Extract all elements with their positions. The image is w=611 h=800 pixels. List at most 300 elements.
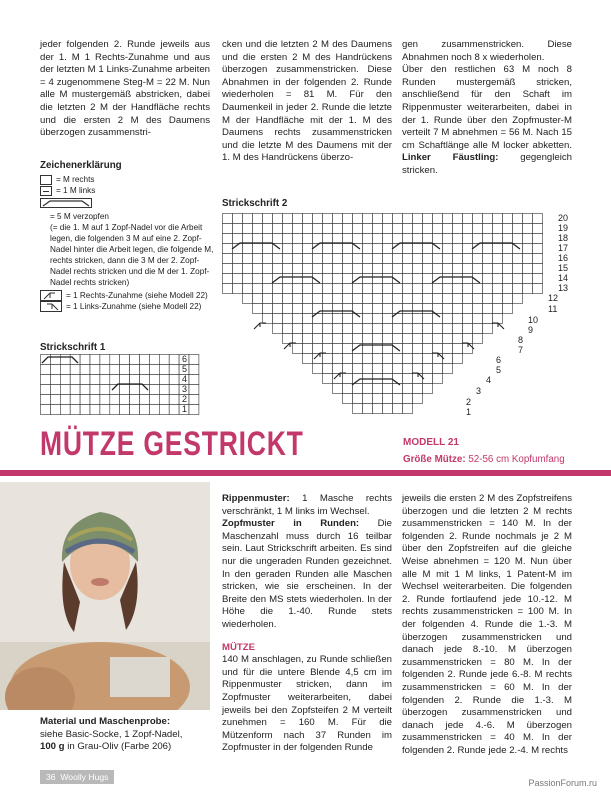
chart-cell	[493, 274, 503, 284]
chart-cell	[403, 344, 413, 354]
chart-cell	[323, 364, 333, 374]
chart-cell	[423, 274, 433, 284]
chart-cell	[313, 344, 323, 354]
legend-text: = 1 Rechts-Zunahme (siehe Modell 22)	[66, 291, 208, 300]
chart-cell	[253, 224, 263, 234]
chart-cell	[353, 284, 363, 294]
chart-cell	[513, 234, 523, 244]
chart-cell	[303, 294, 313, 304]
chart-cell	[363, 394, 373, 404]
chart-cell	[283, 214, 293, 224]
chart-cell	[413, 294, 423, 304]
chart-cell	[120, 355, 130, 365]
chart-cell	[149, 355, 159, 365]
legend	[40, 174, 215, 312]
chart-cell	[433, 284, 443, 294]
bold-label: Linker Fäustling:	[402, 152, 499, 164]
chart-cell	[393, 224, 403, 234]
chart-cell	[353, 264, 363, 274]
chart-cell	[110, 355, 120, 365]
chart-cell	[283, 284, 293, 294]
chart-cell	[513, 224, 523, 234]
chart-cell	[383, 394, 393, 404]
chart-cell	[333, 224, 343, 234]
chart-cell	[423, 334, 433, 344]
chart-cell	[283, 324, 293, 334]
chart-cell	[189, 365, 199, 375]
chart-cell	[423, 294, 433, 304]
chart-cell	[120, 395, 130, 405]
row-label: 2	[182, 394, 188, 404]
chart-cell	[363, 364, 373, 374]
chart-cell	[503, 264, 513, 274]
chart-cell	[353, 224, 363, 234]
text-column-4	[222, 493, 392, 755]
chart-cell	[120, 375, 130, 385]
chart-cell	[403, 324, 413, 334]
chart-cell	[403, 404, 413, 414]
chart-cell	[383, 314, 393, 324]
chart-cell	[383, 254, 393, 264]
chart-cell	[130, 375, 140, 385]
chart-cell	[453, 214, 463, 224]
text: 1 Masche rechts verschränkt, 1 M links im Wechsel.	[222, 493, 392, 517]
chart-cell	[100, 375, 110, 385]
chart-cell	[353, 324, 363, 334]
chart-cell	[140, 405, 150, 415]
chart-cell	[423, 344, 433, 354]
chart-cell	[323, 294, 333, 304]
chart-cell	[373, 324, 383, 334]
chart-cell	[293, 294, 303, 304]
chart-cell	[283, 264, 293, 274]
size-value: 52-56 cm Kopfumfang	[465, 454, 565, 465]
chart-cell	[363, 244, 373, 254]
chart-cell	[373, 294, 383, 304]
chart-cell	[453, 224, 463, 234]
chart-cell	[393, 364, 403, 374]
chart-cell	[503, 304, 513, 314]
chart-cell	[473, 234, 483, 244]
chart-cell	[473, 334, 483, 344]
chart-cell	[513, 274, 523, 284]
chart-cell	[523, 274, 533, 284]
chart-cell	[463, 314, 473, 324]
chart-cell	[473, 314, 483, 324]
chart-cell	[80, 405, 90, 415]
chart-cell	[90, 365, 100, 375]
size-line	[403, 454, 565, 465]
chart-cell	[483, 294, 493, 304]
chart-cell	[513, 294, 523, 304]
chart-cell	[353, 354, 363, 364]
chart-cell	[483, 304, 493, 314]
chart-cell	[60, 365, 70, 375]
chart-cell	[253, 254, 263, 264]
chart-cell	[323, 264, 333, 274]
chart-cell	[433, 364, 443, 374]
chart-cell	[413, 254, 423, 264]
chart-cell	[403, 284, 413, 294]
chart-cell	[433, 334, 443, 344]
chart-cell	[233, 224, 243, 234]
row-label: 16	[558, 253, 569, 263]
row-label: 1	[182, 404, 188, 414]
chart-cell	[273, 234, 283, 244]
chart-cell	[393, 324, 403, 334]
chart-cell	[393, 254, 403, 264]
photo-illustration	[0, 482, 210, 710]
chart1-row-labels	[182, 354, 187, 414]
chart-cell	[403, 274, 413, 284]
chart-cell	[90, 405, 100, 415]
chart-cell	[413, 214, 423, 224]
accent-divider	[0, 470, 611, 476]
chart-cell	[423, 384, 433, 394]
chart-cell	[413, 274, 423, 284]
chart-cell	[283, 254, 293, 264]
chart-cell	[403, 234, 413, 244]
legend-item	[40, 198, 215, 288]
chart-cell	[313, 224, 323, 234]
chart-cell	[453, 324, 463, 334]
chart-cell	[443, 244, 453, 254]
chart-cell	[100, 405, 110, 415]
chart-cell	[483, 224, 493, 234]
chart-cell	[70, 405, 80, 415]
chart-cell	[263, 214, 273, 224]
chart-cell	[263, 254, 273, 264]
chart-cell	[283, 294, 293, 304]
chart-cell	[293, 234, 303, 244]
chart-cell	[423, 354, 433, 364]
chart-cell	[343, 374, 353, 384]
chart-cell	[293, 274, 303, 284]
chart-cell	[363, 404, 373, 414]
chart-cell	[273, 324, 283, 334]
row-label: 20	[558, 213, 569, 223]
text-column-1	[40, 39, 210, 140]
row-label: 5	[496, 365, 502, 375]
chart-cell	[333, 244, 343, 254]
row-label: 10	[528, 315, 539, 325]
chart-cell	[493, 244, 503, 254]
chart-cell	[463, 254, 473, 264]
chart-cell	[513, 284, 523, 294]
chart-cell	[383, 384, 393, 394]
chart-cell	[493, 214, 503, 224]
chart-cell	[233, 234, 243, 244]
chart-cell	[443, 214, 453, 224]
chart-cell	[383, 404, 393, 414]
page-title: MÜTZE GESTRICKT	[40, 425, 304, 463]
chart-cell	[303, 224, 313, 234]
chart-cell	[273, 284, 283, 294]
chart-cell	[383, 334, 393, 344]
chart-cell	[283, 304, 293, 314]
chart-cell	[333, 294, 343, 304]
chart-cell	[149, 365, 159, 375]
chart-cell	[393, 374, 403, 384]
row-label: 11	[548, 304, 558, 314]
chart-cell	[333, 384, 343, 394]
chart-cell	[263, 284, 273, 294]
footer	[40, 770, 114, 784]
chart-cell	[453, 234, 463, 244]
chart-cell	[303, 274, 313, 284]
chart-cell	[443, 344, 453, 354]
paragraph: cken und die letzten 2 M des Daumens und die ersten 2 M des Handrückens überzogen zusammenstricken. Diese Abnahmen in der folgenden 2. Runde wiederholen = 81 M. Für den Daumenkeil in jeder 2. Runde die letzte M der Handfläche mit der 1. M des Daumens rechts zusammenstricken und die letzte M des Daumens mit der 1. M des Handrückens überzo-	[222, 39, 392, 164]
chart-cell	[453, 264, 463, 274]
bold-label: Rippenmuster:	[222, 493, 290, 504]
chart-cell	[90, 375, 100, 385]
chart-cell	[313, 284, 323, 294]
row-label: 17	[558, 243, 569, 253]
chart-cell	[70, 375, 80, 385]
chart-cell	[403, 384, 413, 394]
chart-cell	[90, 395, 100, 405]
chart-cell	[433, 264, 443, 274]
chart-cell	[60, 405, 70, 415]
chart-cell	[373, 394, 383, 404]
row-label: 13	[558, 283, 569, 293]
row-label: 7	[518, 345, 524, 355]
chart-cell	[159, 395, 169, 405]
chart-cell	[223, 214, 233, 224]
paragraph	[222, 518, 392, 631]
chart-cell	[393, 354, 403, 364]
chart-cell	[333, 284, 343, 294]
chart-cell	[263, 314, 273, 324]
chart-cell	[189, 355, 199, 365]
chart-cell	[453, 304, 463, 314]
chart-cell	[503, 284, 513, 294]
chart-cell	[383, 234, 393, 244]
chart-cell	[393, 284, 403, 294]
row-label: 2	[466, 397, 472, 407]
chart-cell	[393, 334, 403, 344]
chart-cell	[159, 375, 169, 385]
chart-cell	[473, 264, 483, 274]
chart-cell	[313, 364, 323, 374]
chart-cell	[313, 254, 323, 264]
chart-cell	[223, 284, 233, 294]
chart-cell	[423, 254, 433, 264]
chart-cell	[533, 254, 543, 264]
chart-cell	[60, 355, 70, 365]
chart-cell	[223, 244, 233, 254]
chart-cell	[453, 244, 463, 254]
chart-cell	[323, 224, 333, 234]
chart-cell	[453, 284, 463, 294]
chart-cell	[343, 214, 353, 224]
text-column-5	[402, 493, 572, 757]
chart-cell	[100, 395, 110, 405]
chart-cell	[243, 254, 253, 264]
chart-cell	[303, 244, 313, 254]
text-column-2	[222, 39, 392, 165]
chart-cell	[403, 224, 413, 234]
chart-cell	[243, 274, 253, 284]
chart-cell	[463, 264, 473, 274]
chart-cell	[303, 304, 313, 314]
chart-cell	[533, 284, 543, 294]
row-label: 4	[486, 375, 492, 385]
chart-cell	[373, 404, 383, 414]
chart-cell	[493, 294, 503, 304]
chart-cell	[453, 314, 463, 324]
chart-cell	[493, 314, 503, 324]
chart-cell	[363, 314, 373, 324]
text: in Grau-Oliv (Farbe 206)	[64, 741, 172, 753]
chart-cell	[189, 375, 199, 385]
chart-cell	[41, 405, 51, 415]
chart-cell	[493, 284, 503, 294]
chart-cell	[273, 304, 283, 314]
chart-cell	[283, 244, 293, 254]
chart-cell	[303, 334, 313, 344]
chart-cell	[223, 254, 233, 264]
chart-cell	[403, 314, 413, 324]
chart-cell	[343, 314, 353, 324]
chart-cell	[373, 264, 383, 274]
chart-cell	[473, 304, 483, 314]
chart-cell	[443, 324, 453, 334]
chart-cell	[443, 304, 453, 314]
chart-cell	[333, 304, 343, 314]
chart-cell	[373, 274, 383, 284]
chart-cell	[333, 354, 343, 364]
row-label: 8	[518, 335, 524, 345]
chart-cell	[159, 385, 169, 395]
chart-cell	[293, 314, 303, 324]
chart-cell	[463, 234, 473, 244]
chart-cell	[159, 365, 169, 375]
size-label: Größe Mütze:	[403, 454, 466, 465]
chart-cell	[263, 244, 273, 254]
chart-cell	[443, 234, 453, 244]
chart-cell	[473, 254, 483, 264]
page-number-badge	[40, 770, 114, 784]
chart-cell	[413, 234, 423, 244]
chart-cell	[393, 234, 403, 244]
chart-cell	[60, 375, 70, 385]
chart-cell	[41, 375, 51, 385]
chart-cell	[149, 375, 159, 385]
chart-cell	[243, 244, 253, 254]
chart-cell	[130, 355, 140, 365]
chart-cell	[413, 324, 423, 334]
chart-cell	[313, 214, 323, 224]
chart-cell	[533, 244, 543, 254]
row-label: 4	[182, 374, 188, 384]
chart-cell	[453, 344, 463, 354]
chart-cell	[423, 214, 433, 224]
chart-cell	[413, 364, 423, 374]
chart-cell	[493, 254, 503, 264]
chart-cell	[453, 334, 463, 344]
chart-cell	[503, 234, 513, 244]
chart-cell	[323, 234, 333, 244]
row-label: 1	[466, 407, 472, 417]
chart-cell	[403, 394, 413, 404]
chart-cell	[273, 314, 283, 324]
chart-cell	[140, 375, 150, 385]
chart-cell	[303, 234, 313, 244]
chart-cell	[393, 214, 403, 224]
chart-cell	[373, 384, 383, 394]
chart-cell	[383, 214, 393, 224]
chart-cell	[353, 334, 363, 344]
chart-cell	[313, 324, 323, 334]
chart-cell	[189, 385, 199, 395]
chart-cell	[223, 274, 233, 284]
chart-cell	[140, 365, 150, 375]
row-label: 3	[476, 386, 482, 396]
chart-cell	[253, 274, 263, 284]
chart-cell	[443, 334, 453, 344]
chart-cell	[100, 355, 110, 365]
chart-cell	[303, 324, 313, 334]
chart-cell	[293, 264, 303, 274]
chart-cell	[41, 365, 51, 375]
legend-item	[40, 174, 215, 185]
chart-cell	[393, 394, 403, 404]
chart-cell	[303, 254, 313, 264]
paragraph	[222, 493, 392, 518]
chart-cell	[513, 254, 523, 264]
chart-cell	[423, 264, 433, 274]
chart-cell	[243, 224, 253, 234]
chart-cell	[41, 385, 51, 395]
chart-cell	[353, 214, 363, 224]
chart-cell	[70, 385, 80, 395]
chart-cell	[140, 395, 150, 405]
chart-cell	[503, 244, 513, 254]
chart-cell	[463, 284, 473, 294]
chart-cell	[483, 284, 493, 294]
chart-cell	[50, 395, 60, 405]
chart-cell	[483, 324, 493, 334]
chart-cell	[503, 214, 513, 224]
chart-cell	[423, 314, 433, 324]
chart-cell	[243, 284, 253, 294]
chart-cell	[60, 385, 70, 395]
chart-cell	[283, 224, 293, 234]
chart-cell	[413, 284, 423, 294]
chart-cell	[189, 405, 199, 415]
chart-cell	[393, 264, 403, 274]
chart-cell	[333, 254, 343, 264]
chart-cell	[503, 294, 513, 304]
chart-cell	[363, 304, 373, 314]
chart-cell	[383, 264, 393, 274]
text: gen zusammenstricken. Diese Abnahmen noch 8 x wiederholen. Über den restlichen 63 M noch 8 Runden mustergemäß stricken, anschließend für den Schaft im Rippenmuster weiterarbeiten, dabei in der 1. Runde über den Zopfmuster-M verteilt 7 M abnehmen = 56 M. Nach 15 cm Schaftlänge alle M locker abketten.	[402, 39, 572, 151]
chart-cell	[243, 264, 253, 274]
chart-cell	[149, 385, 159, 395]
material-label: Material und Maschenprobe:	[40, 716, 171, 727]
chart-cell	[130, 365, 140, 375]
chart-cell	[363, 224, 373, 234]
chart-cell	[80, 365, 90, 375]
chart-cell	[463, 244, 473, 254]
chart-cell	[273, 294, 283, 304]
chart-cell	[169, 405, 179, 415]
purl-stitch-icon	[40, 186, 52, 196]
chart-cell	[413, 334, 423, 344]
chart-cell	[363, 214, 373, 224]
chart-cell	[333, 324, 343, 334]
